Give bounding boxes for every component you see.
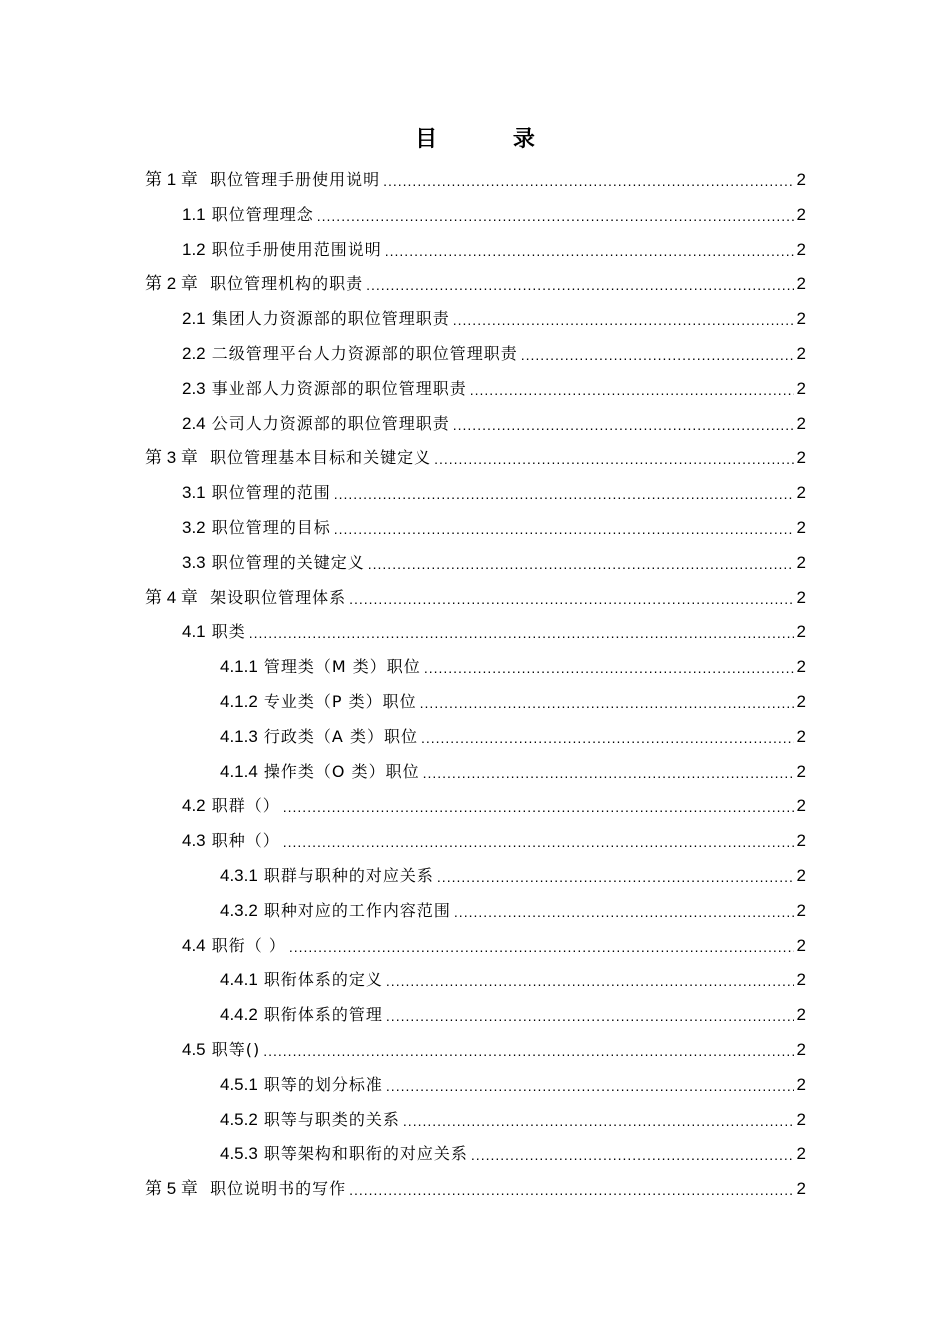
toc-entry-page-number: 2 <box>796 378 806 398</box>
dot-leader <box>386 969 794 997</box>
toc-entry-label <box>220 894 451 928</box>
toc-entry-title: 职位管理手册使用说明 <box>210 170 381 189</box>
toc-entry-label <box>145 267 363 301</box>
dot-leader <box>334 517 794 545</box>
toc-entry-page-number: 2 <box>796 1179 806 1199</box>
toc-entry-title: 职等() <box>211 1040 261 1059</box>
toc-entry-number: 4.3.2 <box>220 900 258 920</box>
dot-leader <box>437 865 794 893</box>
toc-entry-label <box>145 581 346 615</box>
toc-entry[interactable] <box>220 1137 806 1171</box>
toc-entry-label <box>182 302 450 336</box>
toc-entry-label <box>145 163 380 197</box>
toc-entry-page-number: 2 <box>796 692 806 711</box>
dot-leader <box>423 761 794 789</box>
toc-entry-label <box>220 720 418 754</box>
toc-entry-page-number: 2 <box>796 587 806 607</box>
toc-entry-label <box>182 789 280 823</box>
dot-leader <box>403 1109 794 1137</box>
toc-entry[interactable] <box>145 163 806 197</box>
toc-entry-number: 3.2 <box>182 518 206 537</box>
dot-leader <box>453 413 794 441</box>
toc-entry-number: 4.2 <box>182 796 206 816</box>
toc-entry[interactable] <box>182 789 806 823</box>
toc-entry[interactable] <box>220 1103 806 1137</box>
toc-entry-label <box>182 615 246 649</box>
toc-entry-title: 职种对应的工作内容范围 <box>263 900 451 920</box>
toc-entry-title: 职等的划分标准 <box>263 1074 383 1094</box>
toc-entry[interactable] <box>182 824 806 858</box>
toc-entry-number: 第 3 章 <box>145 448 198 468</box>
toc-entry[interactable] <box>220 894 806 928</box>
toc-entry-page-number: 2 <box>796 1005 806 1025</box>
toc-entry-label <box>182 198 314 232</box>
toc-entry[interactable] <box>182 337 806 371</box>
toc-entry-number: 3.3 <box>182 552 206 572</box>
toc-entry-label <box>145 1172 346 1206</box>
toc-entry-label <box>220 1137 468 1171</box>
dot-leader <box>289 935 794 963</box>
toc-entry-label <box>220 1103 400 1137</box>
toc-entry-page-number: 2 <box>796 204 806 224</box>
toc-entry[interactable] <box>145 581 806 615</box>
toc-entry-page-number: 2 <box>796 866 806 885</box>
toc-entry[interactable] <box>182 233 806 267</box>
toc-entry-number: 2.1 <box>182 309 206 329</box>
toc-entry-number: 4.4 <box>182 935 206 955</box>
toc-entry-label <box>182 546 365 580</box>
toc-entry[interactable] <box>145 1172 806 1206</box>
toc-entry-label <box>220 650 421 684</box>
toc-entry-label <box>182 1033 260 1067</box>
toc-entry[interactable] <box>182 1033 806 1067</box>
toc-entry-title: 职位管理的范围 <box>211 483 331 503</box>
toc-entry-number: 4.1.4 <box>220 761 258 781</box>
toc-entry-title: 行政类（A 类）职位 <box>263 726 418 746</box>
dot-leader <box>471 1143 794 1171</box>
toc-entry-title: 职衔（ ） <box>211 935 286 955</box>
toc-entry-title: 架设职位管理体系 <box>210 587 347 607</box>
toc-entry-number: 4.1.1 <box>220 657 258 677</box>
toc-entry-number: 第 1 章 <box>145 170 198 189</box>
toc-entry-number: 第 5 章 <box>145 1179 198 1199</box>
toc-entry-page-number: 2 <box>796 831 806 851</box>
toc-entry-page-number: 2 <box>796 796 806 816</box>
page-title: 目 录 <box>415 127 569 152</box>
toc-entry-title: 职种（） <box>211 831 280 851</box>
toc-entry-label <box>182 476 331 510</box>
dot-leader <box>453 308 794 336</box>
toc-entry-label <box>220 685 417 719</box>
toc-entry-number: 4.1.3 <box>220 726 258 746</box>
toc-entry[interactable] <box>182 476 806 510</box>
toc-entry[interactable] <box>182 372 806 406</box>
toc-entry-page-number: 2 <box>796 970 806 990</box>
toc-entry-title: 职类 <box>211 622 246 642</box>
toc-entry-title: 公司人力资源部的职位管理职责 <box>211 413 450 433</box>
dot-leader <box>317 204 794 232</box>
toc-entry-title: 职位管理的目标 <box>211 518 331 537</box>
toc-entry-number: 4.5.1 <box>220 1074 258 1094</box>
toc-entry-page-number: 2 <box>796 1040 806 1059</box>
toc-entry-number: 4.1.2 <box>220 692 258 711</box>
toc-entry-label <box>182 233 382 267</box>
toc-entry-number: 4.5.3 <box>220 1144 258 1164</box>
dot-leader <box>424 656 794 684</box>
toc-entry-number: 2.4 <box>182 413 206 433</box>
toc-entry-number: 第 4 章 <box>145 587 198 607</box>
dot-leader <box>349 1178 793 1206</box>
toc-entry[interactable] <box>182 929 806 963</box>
toc-entry[interactable] <box>182 511 806 545</box>
toc-entry-label <box>182 372 467 406</box>
toc-entry[interactable] <box>220 998 806 1032</box>
toc-entry-label <box>182 824 280 858</box>
toc-entry-page-number: 2 <box>796 1109 806 1129</box>
toc-entry-label <box>182 929 286 963</box>
toc-entry[interactable] <box>220 859 806 893</box>
toc-entry-title: 职位手册使用范围说明 <box>211 239 382 259</box>
dot-leader <box>283 830 794 858</box>
toc-entry-title: 职位管理基本目标和关键定义 <box>210 448 432 468</box>
dot-leader <box>434 447 793 475</box>
toc-entry-page-number: 2 <box>796 274 806 294</box>
dot-leader <box>521 343 794 371</box>
toc-entry-title: 职位管理机构的职责 <box>210 274 364 294</box>
toc-entry-page-number: 2 <box>796 170 806 189</box>
toc-entry-label <box>220 755 420 789</box>
toc-entry-title: 职群与职种的对应关系 <box>263 866 434 885</box>
dot-leader <box>420 691 794 719</box>
toc-entry-number: 4.3.1 <box>220 866 258 885</box>
toc-entry[interactable] <box>220 1068 806 1102</box>
toc-entry-title: 职位管理理念 <box>211 204 314 224</box>
dot-leader <box>366 273 793 301</box>
toc-entry-title: 职衔体系的定义 <box>263 970 383 990</box>
dot-leader <box>334 482 794 510</box>
toc-entry-page-number: 2 <box>796 1144 806 1164</box>
toc-entry[interactable] <box>182 615 806 649</box>
toc-entry-number: 4.1 <box>182 622 206 642</box>
toc-entry[interactable] <box>182 546 806 580</box>
toc-entry-title: 事业部人力资源部的职位管理职责 <box>211 378 467 398</box>
dot-leader <box>386 1004 794 1032</box>
toc-entry-page-number: 2 <box>796 552 806 572</box>
toc-entry-label <box>220 859 434 893</box>
toc-entry-label <box>220 963 383 997</box>
dot-leader <box>283 795 794 823</box>
toc-entry-number: 4.5.2 <box>220 1109 258 1129</box>
toc-entry-page-number: 2 <box>796 622 806 642</box>
toc-entry-number: 4.4.1 <box>220 970 258 990</box>
toc-entry[interactable] <box>182 198 806 232</box>
toc-entry-title: 职位说明书的写作 <box>210 1179 347 1199</box>
toc-entry-page-number: 2 <box>796 761 806 781</box>
toc-entry[interactable] <box>182 302 806 336</box>
toc-entry-number: 1.1 <box>182 204 206 224</box>
toc-entry-title: 职位管理的关键定义 <box>211 552 365 572</box>
toc-entry-page-number: 2 <box>796 726 806 746</box>
toc-entry-number: 3.1 <box>182 483 206 503</box>
dot-leader <box>249 621 794 649</box>
toc-entry-page-number: 2 <box>796 1074 806 1094</box>
toc-entry-number: 第 2 章 <box>145 274 198 294</box>
toc-entry-title: 职等与职类的关系 <box>263 1109 400 1129</box>
toc-entry-page-number: 2 <box>796 657 806 677</box>
toc-entry[interactable] <box>220 685 806 719</box>
dot-leader <box>470 378 794 406</box>
toc-entry-title: 职群（） <box>211 796 280 816</box>
dot-leader <box>263 1039 793 1067</box>
toc-entry-title: 管理类（M 类）职位 <box>263 657 421 677</box>
dot-leader <box>368 552 794 580</box>
toc-entry-title: 集团人力资源部的职位管理职责 <box>211 309 450 329</box>
toc-entry[interactable] <box>145 267 806 301</box>
toc-entry-label <box>182 511 331 545</box>
toc-entry[interactable] <box>220 755 806 789</box>
toc-entry[interactable] <box>220 650 806 684</box>
toc-entry-page-number: 2 <box>796 935 806 955</box>
toc-entry-page-number: 2 <box>796 448 806 468</box>
toc-entry-title: 职等架构和职衔的对应关系 <box>263 1144 468 1164</box>
toc-entry[interactable] <box>220 963 806 997</box>
dot-leader <box>386 1074 794 1102</box>
toc-entry[interactable] <box>145 441 806 475</box>
toc-entry-number: 4.5 <box>182 1040 206 1059</box>
dot-leader <box>385 239 794 267</box>
toc-entry-page-number: 2 <box>796 344 806 363</box>
toc-entry-page-number: 2 <box>796 309 806 329</box>
toc-entry-number: 1.2 <box>182 239 206 259</box>
toc-entry-page-number: 2 <box>796 518 806 537</box>
toc-entry[interactable] <box>182 407 806 441</box>
toc-entry-page-number: 2 <box>796 483 806 503</box>
toc-entry-number: 2.3 <box>182 378 206 398</box>
dot-leader <box>421 726 794 754</box>
dot-leader <box>349 587 793 615</box>
toc-entry-page-number: 2 <box>796 413 806 433</box>
toc-entry-page-number: 2 <box>796 239 806 259</box>
toc-entry-title: 职衔体系的管理 <box>263 1005 383 1025</box>
toc-entry-label <box>182 337 518 371</box>
dot-leader <box>454 900 794 928</box>
toc-entry[interactable] <box>220 720 806 754</box>
toc-entry-label <box>220 998 383 1032</box>
toc-entry-number: 4.4.2 <box>220 1005 258 1025</box>
toc-entry-title: 操作类（O 类）职位 <box>263 761 420 781</box>
toc-entry-title: 二级管理平台人力资源部的职位管理职责 <box>211 344 518 363</box>
toc-entry-page-number: 2 <box>796 900 806 920</box>
toc-entry-title: 专业类（P 类）职位 <box>263 692 417 711</box>
toc-entry-label <box>182 407 450 441</box>
toc-entry-number: 4.3 <box>182 831 206 851</box>
toc-entry-label <box>220 1068 383 1102</box>
toc-entry-label <box>145 441 431 475</box>
dot-leader <box>383 169 793 197</box>
toc-entry-number: 2.2 <box>182 344 206 363</box>
